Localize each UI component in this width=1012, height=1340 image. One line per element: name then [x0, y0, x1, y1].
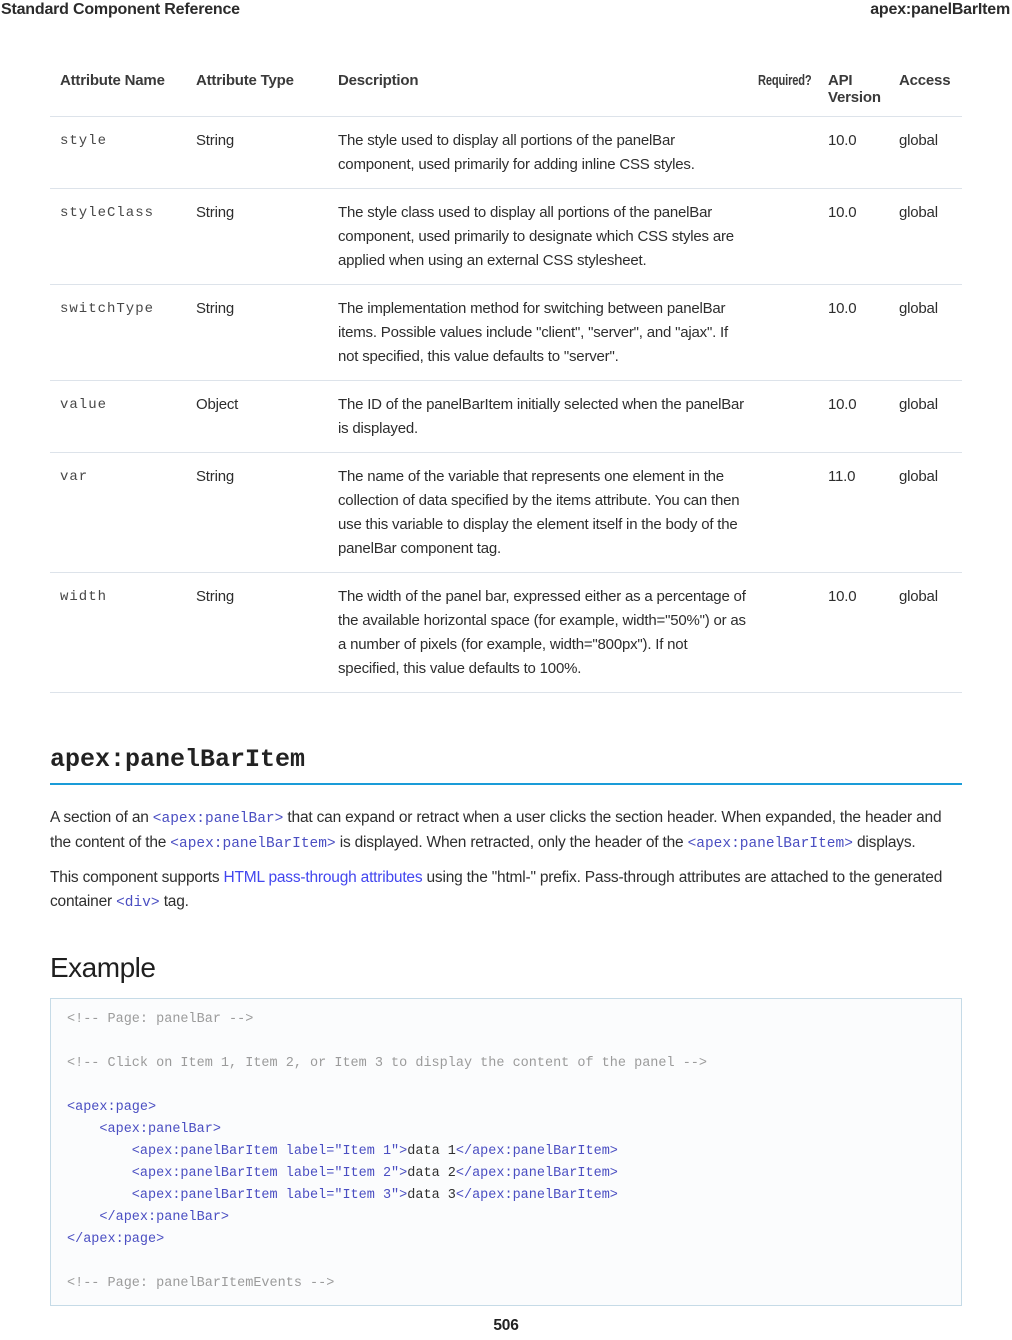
column-header: API Version — [828, 72, 881, 106]
inline-code: <apex:panelBar> — [152, 811, 284, 827]
attribute-type: String — [196, 588, 234, 605]
column-header: Description — [338, 72, 419, 89]
column-header: Access — [899, 72, 951, 89]
code-tag: <apex:panelBarItem label="Item 1"> — [67, 1144, 408, 1159]
column-header: Attribute Type — [196, 72, 294, 89]
column-header: Required? — [758, 72, 812, 89]
code-comment: <!-- Page: panelBar --> — [67, 1012, 254, 1027]
attribute-description: The style used to display all portions of the panelBar component, used primarily for adding inline CSS styles. — [338, 132, 695, 173]
attribute-access: global — [899, 588, 938, 605]
attribute-row — [50, 381, 962, 453]
passthrough-paragraph — [50, 866, 962, 915]
paragraph-text: This component supports — [50, 869, 224, 886]
attribute-description: The ID of the panelBarItem initially selected when the panelBar is displayed. — [338, 396, 744, 437]
attribute-description: The name of the variable that represents one element in the collection of data specified by the items attribute. You can then use this variable to display the element itself in the body of the panelBar component tag. — [338, 468, 740, 557]
attribute-row — [50, 453, 962, 573]
code-text: data 2 — [407, 1166, 456, 1181]
code-tag: </apex:page> — [67, 1232, 165, 1247]
running-header — [0, 0, 1012, 19]
attribute-description: The width of the panel bar, expressed either as a percentage of the available horizontal space (for example, width="50%") or as a number of pixels (for example, width="800px"). If not specified, this value defaults to 100%. — [338, 588, 746, 677]
header-doc-title: Standard Component Reference — [1, 1, 240, 18]
attribute-required — [758, 117, 828, 189]
attribute-access: global — [899, 132, 938, 149]
code-line — [67, 1075, 945, 1097]
attribute-required — [758, 573, 828, 693]
attribute-name: width — [60, 589, 108, 605]
paragraph-text: that can expand or retract when a user clicks the section header. When expanded, the header and the content of the — [50, 809, 942, 851]
example-heading: Example — [50, 952, 156, 983]
attribute-description: The implementation method for switching between panelBar items. Possible values include "client", "server", and "ajax". If not specified, this value defaults to "server". — [338, 300, 728, 365]
code-line — [67, 1163, 945, 1185]
attribute-row — [50, 189, 962, 285]
attribute-api-version: 10.0 — [828, 300, 857, 317]
inline-code: <apex:panelBarItem> — [170, 836, 336, 852]
code-tag: </apex:panelBarItem> — [455, 1188, 618, 1203]
code-comment: <!-- Page: panelBarItemEvents --> — [67, 1276, 335, 1291]
code-tag: </apex:panelBar> — [67, 1210, 230, 1225]
attribute-type: Object — [196, 396, 239, 413]
attribute-access: global — [899, 396, 938, 413]
attribute-name: value — [60, 397, 108, 413]
attribute-api-version: 10.0 — [828, 204, 857, 221]
paragraph-text: displays. — [852, 834, 916, 851]
paragraph-text: A section of an — [50, 809, 153, 826]
code-tag: <apex:page> — [67, 1100, 157, 1115]
code-line — [67, 1097, 945, 1119]
attribute-api-version: 10.0 — [828, 396, 857, 413]
code-tag: <apex:panelBarItem label="Item 2"> — [67, 1166, 408, 1181]
attribute-required — [758, 453, 828, 573]
attribute-type: String — [196, 300, 234, 317]
intro-paragraph — [50, 806, 962, 856]
code-tag: <apex:panelBarItem label="Item 3"> — [67, 1188, 408, 1203]
code-tag: </apex:panelBarItem> — [455, 1166, 618, 1181]
attribute-row — [50, 285, 962, 381]
code-text: data 1 — [407, 1144, 456, 1159]
attribute-description: The style class used to display all portions of the panelBar component, used primarily to designate which CSS styles are applied when using an external CSS stylesheet. — [338, 204, 734, 269]
code-line — [67, 1053, 945, 1075]
section-heading: apex:panelBarItem — [50, 745, 962, 785]
attribute-row — [50, 117, 962, 189]
column-header: Attribute Name — [60, 72, 165, 89]
attribute-required — [758, 381, 828, 453]
attribute-api-version: 10.0 — [828, 132, 857, 149]
attribute-type: String — [196, 132, 234, 149]
inline-code: <apex:panelBarItem> — [687, 836, 853, 852]
attribute-required — [758, 189, 828, 285]
code-tag: </apex:panelBarItem> — [455, 1144, 618, 1159]
code-line — [67, 1207, 945, 1229]
attribute-name: switchType — [60, 301, 155, 317]
attributes-table-head-row — [50, 72, 962, 117]
code-line — [67, 1119, 945, 1141]
attribute-access: global — [899, 300, 938, 317]
attribute-name: style — [60, 133, 108, 149]
attribute-required — [758, 285, 828, 381]
code-line — [67, 1251, 945, 1273]
paragraph-text: using the "html-" prefix. Pass-through attributes are attached to the generated container — [50, 869, 943, 910]
attribute-row — [50, 573, 962, 693]
attribute-name: styleClass — [60, 205, 155, 221]
code-comment: <!-- Click on Item 1, Item 2, or Item 3 to display the content of the panel --> — [67, 1056, 708, 1071]
page-footer — [0, 1317, 1012, 1340]
code-line — [67, 1141, 945, 1163]
attribute-api-version: 10.0 — [828, 588, 857, 605]
paragraph-text: tag. — [159, 893, 189, 910]
page-content — [50, 72, 962, 1306]
attribute-type: String — [196, 468, 234, 485]
attribute-type: String — [196, 204, 234, 221]
code-text: data 3 — [407, 1188, 456, 1203]
code-line — [67, 1273, 945, 1295]
attribute-api-version: 11.0 — [828, 468, 856, 485]
attributes-table — [50, 72, 962, 693]
header-section-title: apex:panelBarItem — [870, 1, 1010, 18]
paragraph-text: is displayed. When retracted, only the header of the — [335, 834, 688, 851]
attribute-access: global — [899, 204, 938, 221]
attributes-table-body — [50, 117, 962, 693]
pass-through-attributes-link[interactable]: HTML pass-through attributes — [223, 869, 423, 886]
attribute-access: global — [899, 468, 938, 485]
code-line — [67, 1229, 945, 1251]
code-line — [67, 1185, 945, 1207]
code-line — [67, 1031, 945, 1053]
inline-code: <div> — [116, 895, 160, 911]
code-block — [50, 998, 962, 1306]
attribute-name: var — [60, 469, 89, 485]
code-tag: <apex:panelBar> — [67, 1122, 221, 1137]
page-number: 506 — [493, 1317, 519, 1334]
code-line — [67, 1009, 945, 1031]
